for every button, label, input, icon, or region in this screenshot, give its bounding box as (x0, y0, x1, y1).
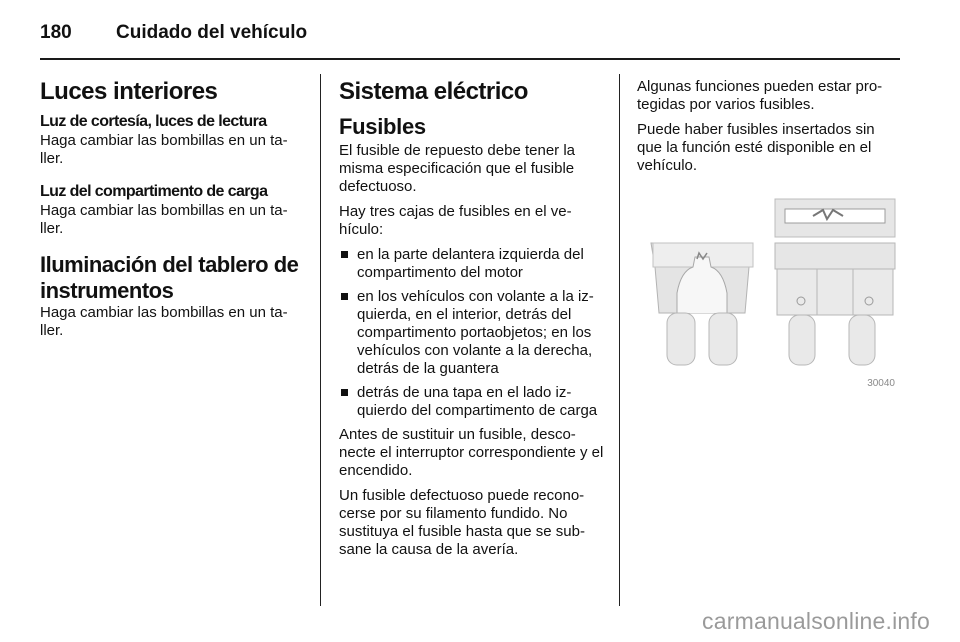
paragraph-fusible-repuesto: El fusible de repuesto debe tener la misma especificación que el fusible defectuoso. (339, 142, 575, 195)
heading-luces-interiores: Luces interiores (40, 78, 218, 105)
figure-number: 30040 (867, 378, 895, 389)
heading-sistema-electrico: Sistema eléctrico (339, 78, 528, 105)
page-title: Cuidado del vehículo (116, 22, 308, 43)
list-item: detrás de una tapa en el lado iz-quierdo del compartimento de carga (339, 384, 605, 420)
list-item: en los vehículos con volante a la iz-quierda, en el interior, detrás del compartimento portaobjetos; en los vehículos con volante a la derecha, detrás de la guantera (339, 288, 605, 378)
heading-iluminacion-tablero: Iluminación del tablero de instrumentos (40, 252, 299, 303)
column-divider-2 (619, 74, 620, 606)
paragraph-fusible-defectuoso: Un fusible defectuoso puede recono-cerse por su filamento fundido. No sustituya el fusible hasta que se sub-sane la causa de la avería. (339, 487, 585, 558)
paragraph-funciones-protegidas: Algunas funciones pueden estar pro-tegidas por varios fusibles. (637, 78, 883, 113)
square-bullet-icon (341, 293, 348, 300)
square-bullet-icon (341, 251, 348, 258)
column-3 (637, 78, 902, 395)
paragraph-antes-sustituir: Antes de sustituir un fusible, desco-necte el interruptor correspondiente y el encendido. (339, 426, 604, 479)
text-luz-cortesia: Haga cambiar las bombillas en un ta-ller. (40, 132, 288, 167)
fuse-box-list (339, 246, 605, 420)
fuse-illustration (637, 183, 899, 395)
square-bullet-icon (341, 389, 348, 396)
column-divider-1 (320, 74, 321, 606)
paragraph-fusibles-insertados: Puede haber fusibles insertados sin que la función esté disponible en el vehículo. (637, 121, 875, 174)
fuse-diagram-icon (637, 183, 899, 395)
header-rule (40, 58, 900, 60)
paragraph-cajas-fusibles: Hay tres cajas de fusibles en el ve-hículo: (339, 203, 572, 238)
text-iluminacion-tablero: Haga cambiar las bombillas en un ta-ller. (40, 304, 288, 339)
column-2 (339, 78, 605, 566)
subheading-fusibles: Fusibles (339, 114, 426, 139)
watermark: carmanualsonline.info (702, 608, 930, 634)
subheading-luz-cortesia: Luz de cortesía, luces de lectura (40, 113, 267, 130)
page-header (40, 16, 900, 60)
list-item: en la parte delantera izquierda del compartimento del motor (339, 246, 605, 282)
page-number: 180 (40, 22, 72, 43)
column-1 (40, 78, 302, 354)
subheading-luz-compartimento-carga: Luz del compartimento de carga (40, 183, 268, 200)
text-luz-compartimento-carga: Haga cambiar las bombillas en un ta-ller. (40, 202, 288, 237)
